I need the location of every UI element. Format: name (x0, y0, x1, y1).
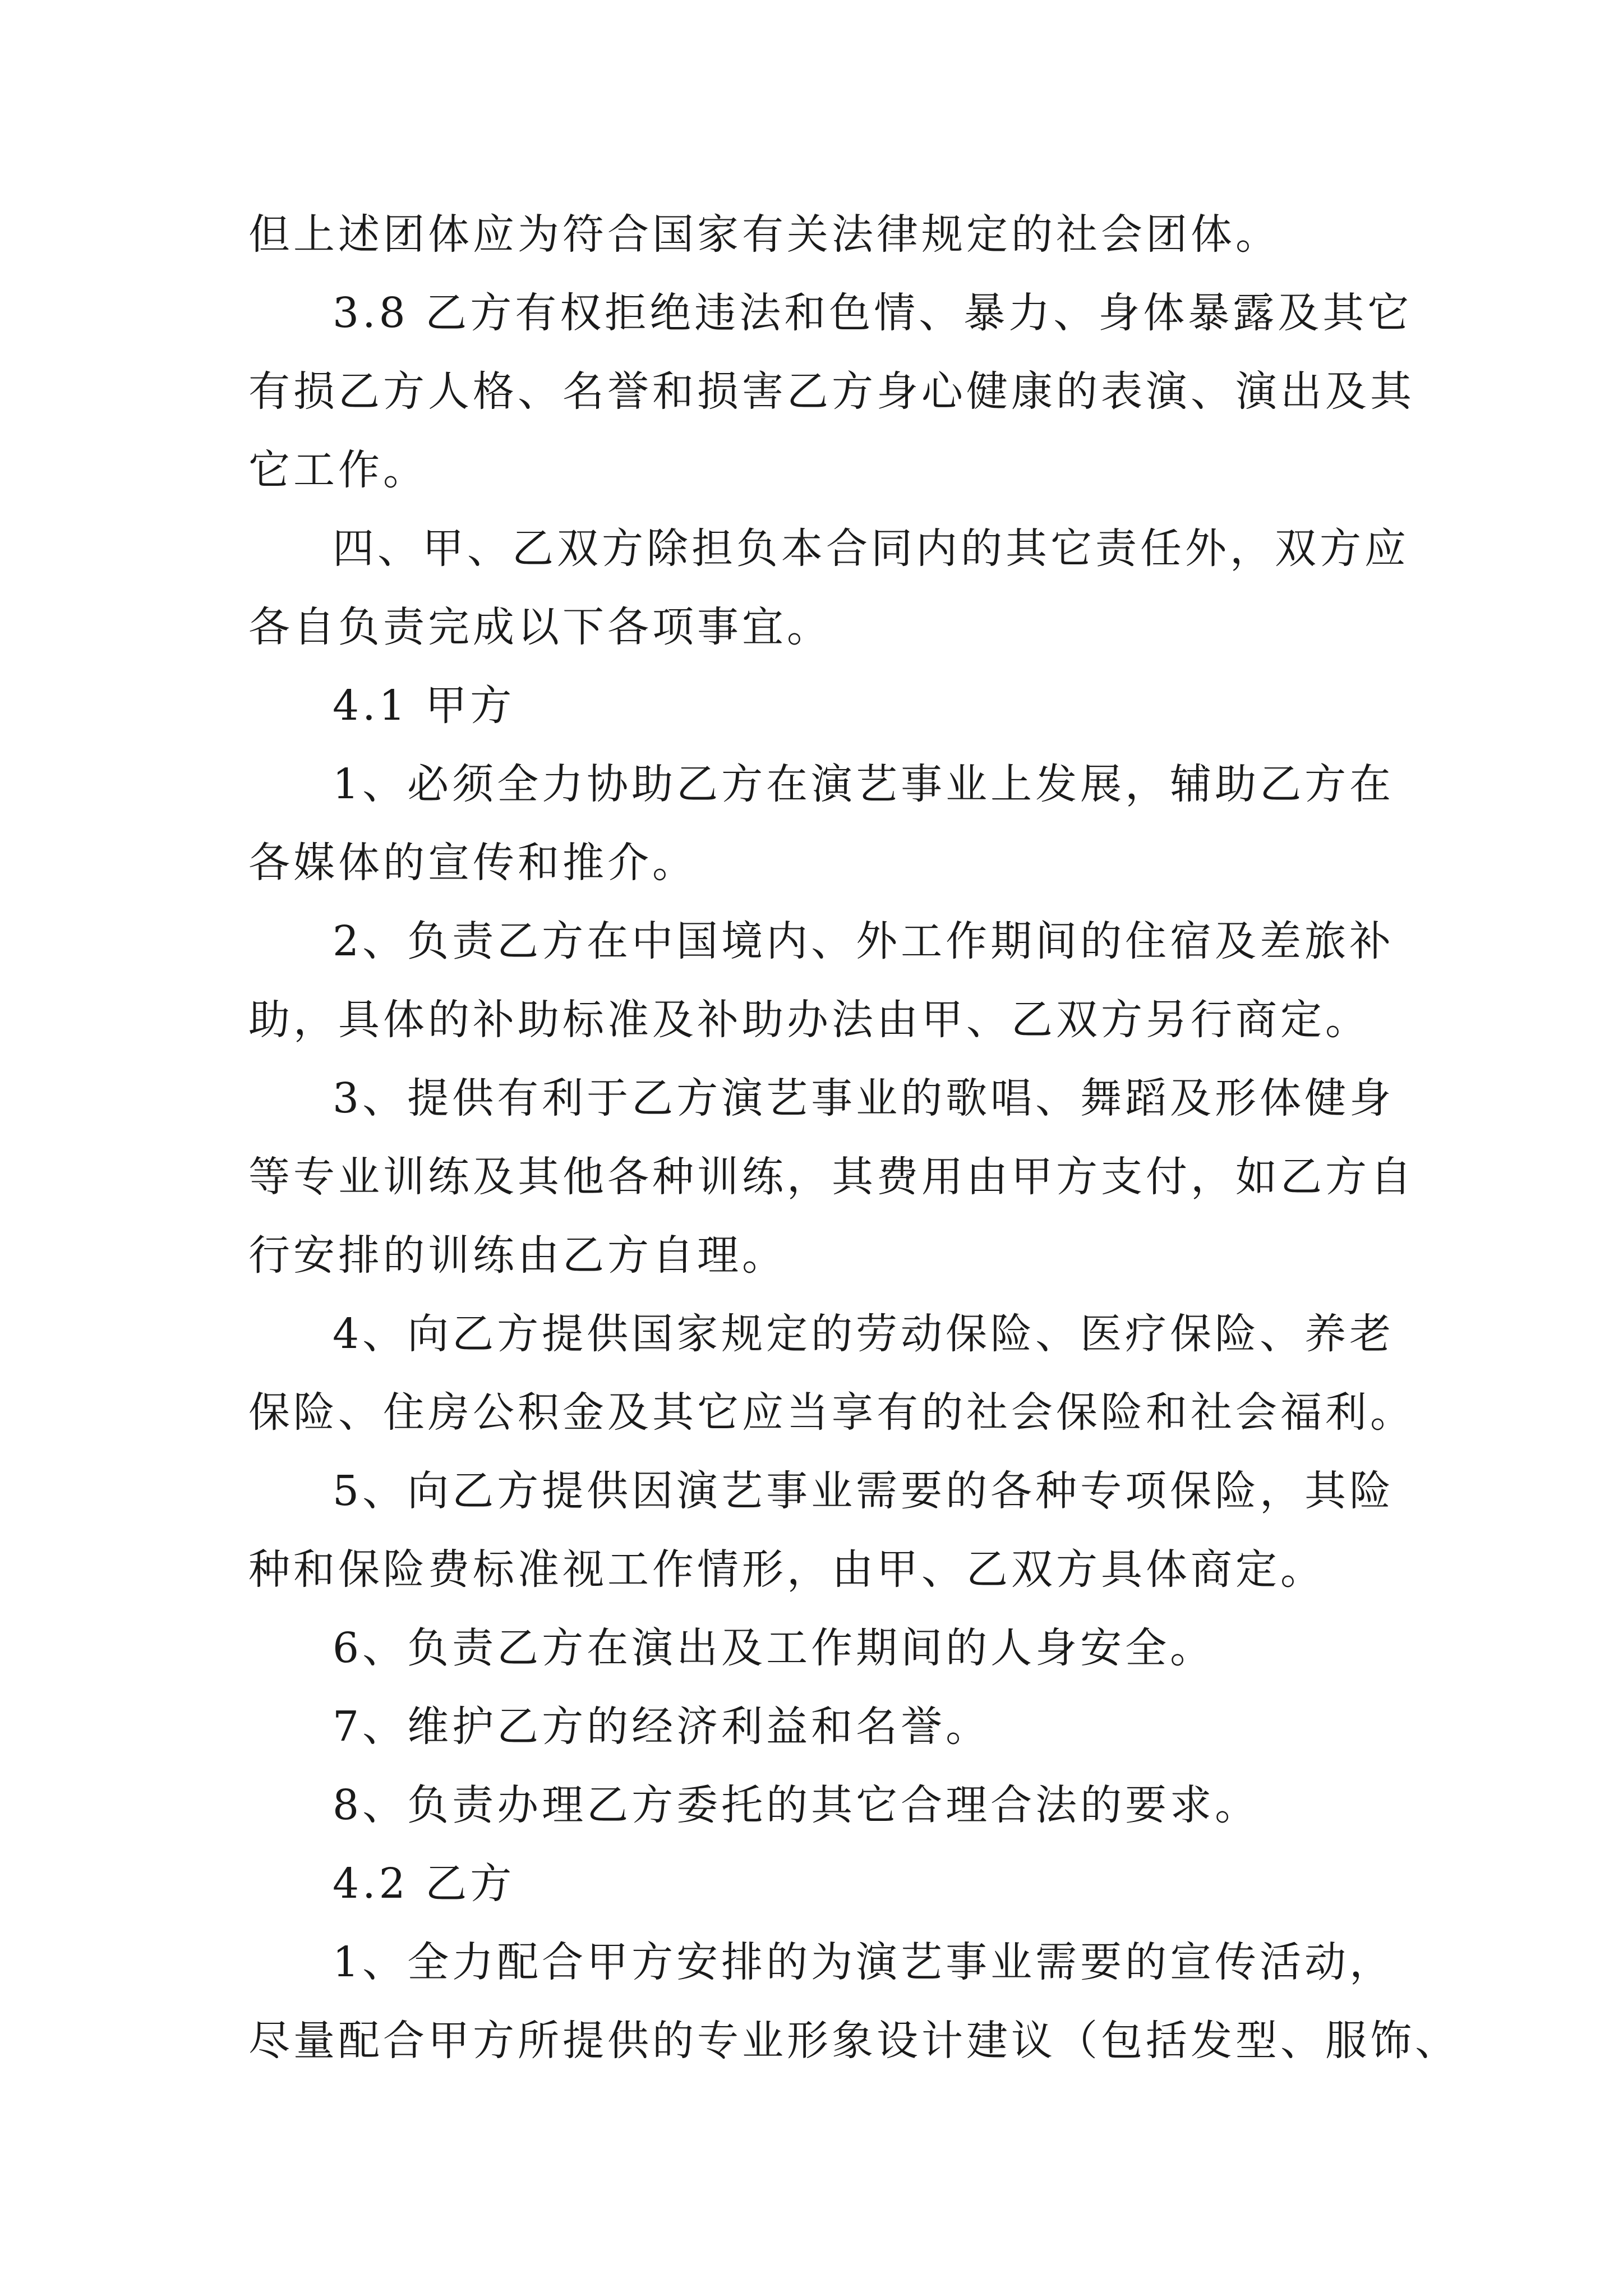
text-line: 4、向乙方提供国家规定的劳动保险、医疗保险、养老 (333, 1310, 1395, 1358)
text-line: 1、全力配合甲方安排的为演艺事业需要的宣传活动， (333, 1938, 1395, 1986)
text-line: 8、负责办理乙方委托的其它合理合法的要求。 (333, 1781, 1260, 1829)
text-line: 尽量配合甲方所提供的专业形象设计建议（包括发型、服饰、 (248, 2017, 1460, 2065)
text-line: 行安排的训练由乙方自理。 (248, 1231, 787, 1280)
text-line: 6、负责乙方在演出及工作期间的人身安全。 (333, 1624, 1215, 1672)
section-heading: 4.2 乙方 (333, 1860, 515, 1908)
text-line: 3.8 乙方有权拒绝违法和色情、暴力、身体暴露及其它 (333, 289, 1413, 337)
text-line: 保险、住房公积金及其它应当享有的社会保险和社会福利。 (248, 1388, 1415, 1437)
text-line: 等专业训练及其他各种训练，其费用由甲方支付，如乙方自 (248, 1153, 1415, 1201)
text-line: 有损乙方人格、名誉和损害乙方身心健康的表演、演出及其 (248, 367, 1415, 416)
text-line: 7、维护乙方的经济利益和名誉。 (333, 1703, 991, 1751)
text-line: 助，具体的补助标准及补助办法由甲、乙双方另行商定。 (248, 996, 1370, 1044)
text-line: 它工作。 (248, 446, 428, 494)
section-heading: 4.1 甲方 (333, 682, 515, 730)
text-line: 但上述团体应为符合国家有关法律规定的社会团体。 (248, 210, 1280, 259)
text-line: 1、必须全力协助乙方在演艺事业上发展，辅助乙方在 (333, 760, 1395, 808)
text-line: 各媒体的宣传和推介。 (248, 839, 697, 887)
text-line: 各自负责完成以下各项事宜。 (248, 603, 832, 651)
text-line: 2、负责乙方在中国境内、外工作期间的住宿及差旅补 (333, 917, 1395, 965)
text-line: 四、甲、乙双方除担负本合同内的其它责任外，双方应 (333, 524, 1409, 573)
text-line: 5、向乙方提供因演艺事业需要的各种专项保险，其险 (333, 1467, 1395, 1515)
text-line: 3、提供有利于乙方演艺事业的歌唱、舞蹈及形体健身 (333, 1074, 1395, 1122)
text-line: 种和保险费标准视工作情形，由甲、乙双方具体商定。 (248, 1545, 1325, 1594)
contract-body-text (248, 195, 1460, 2080)
